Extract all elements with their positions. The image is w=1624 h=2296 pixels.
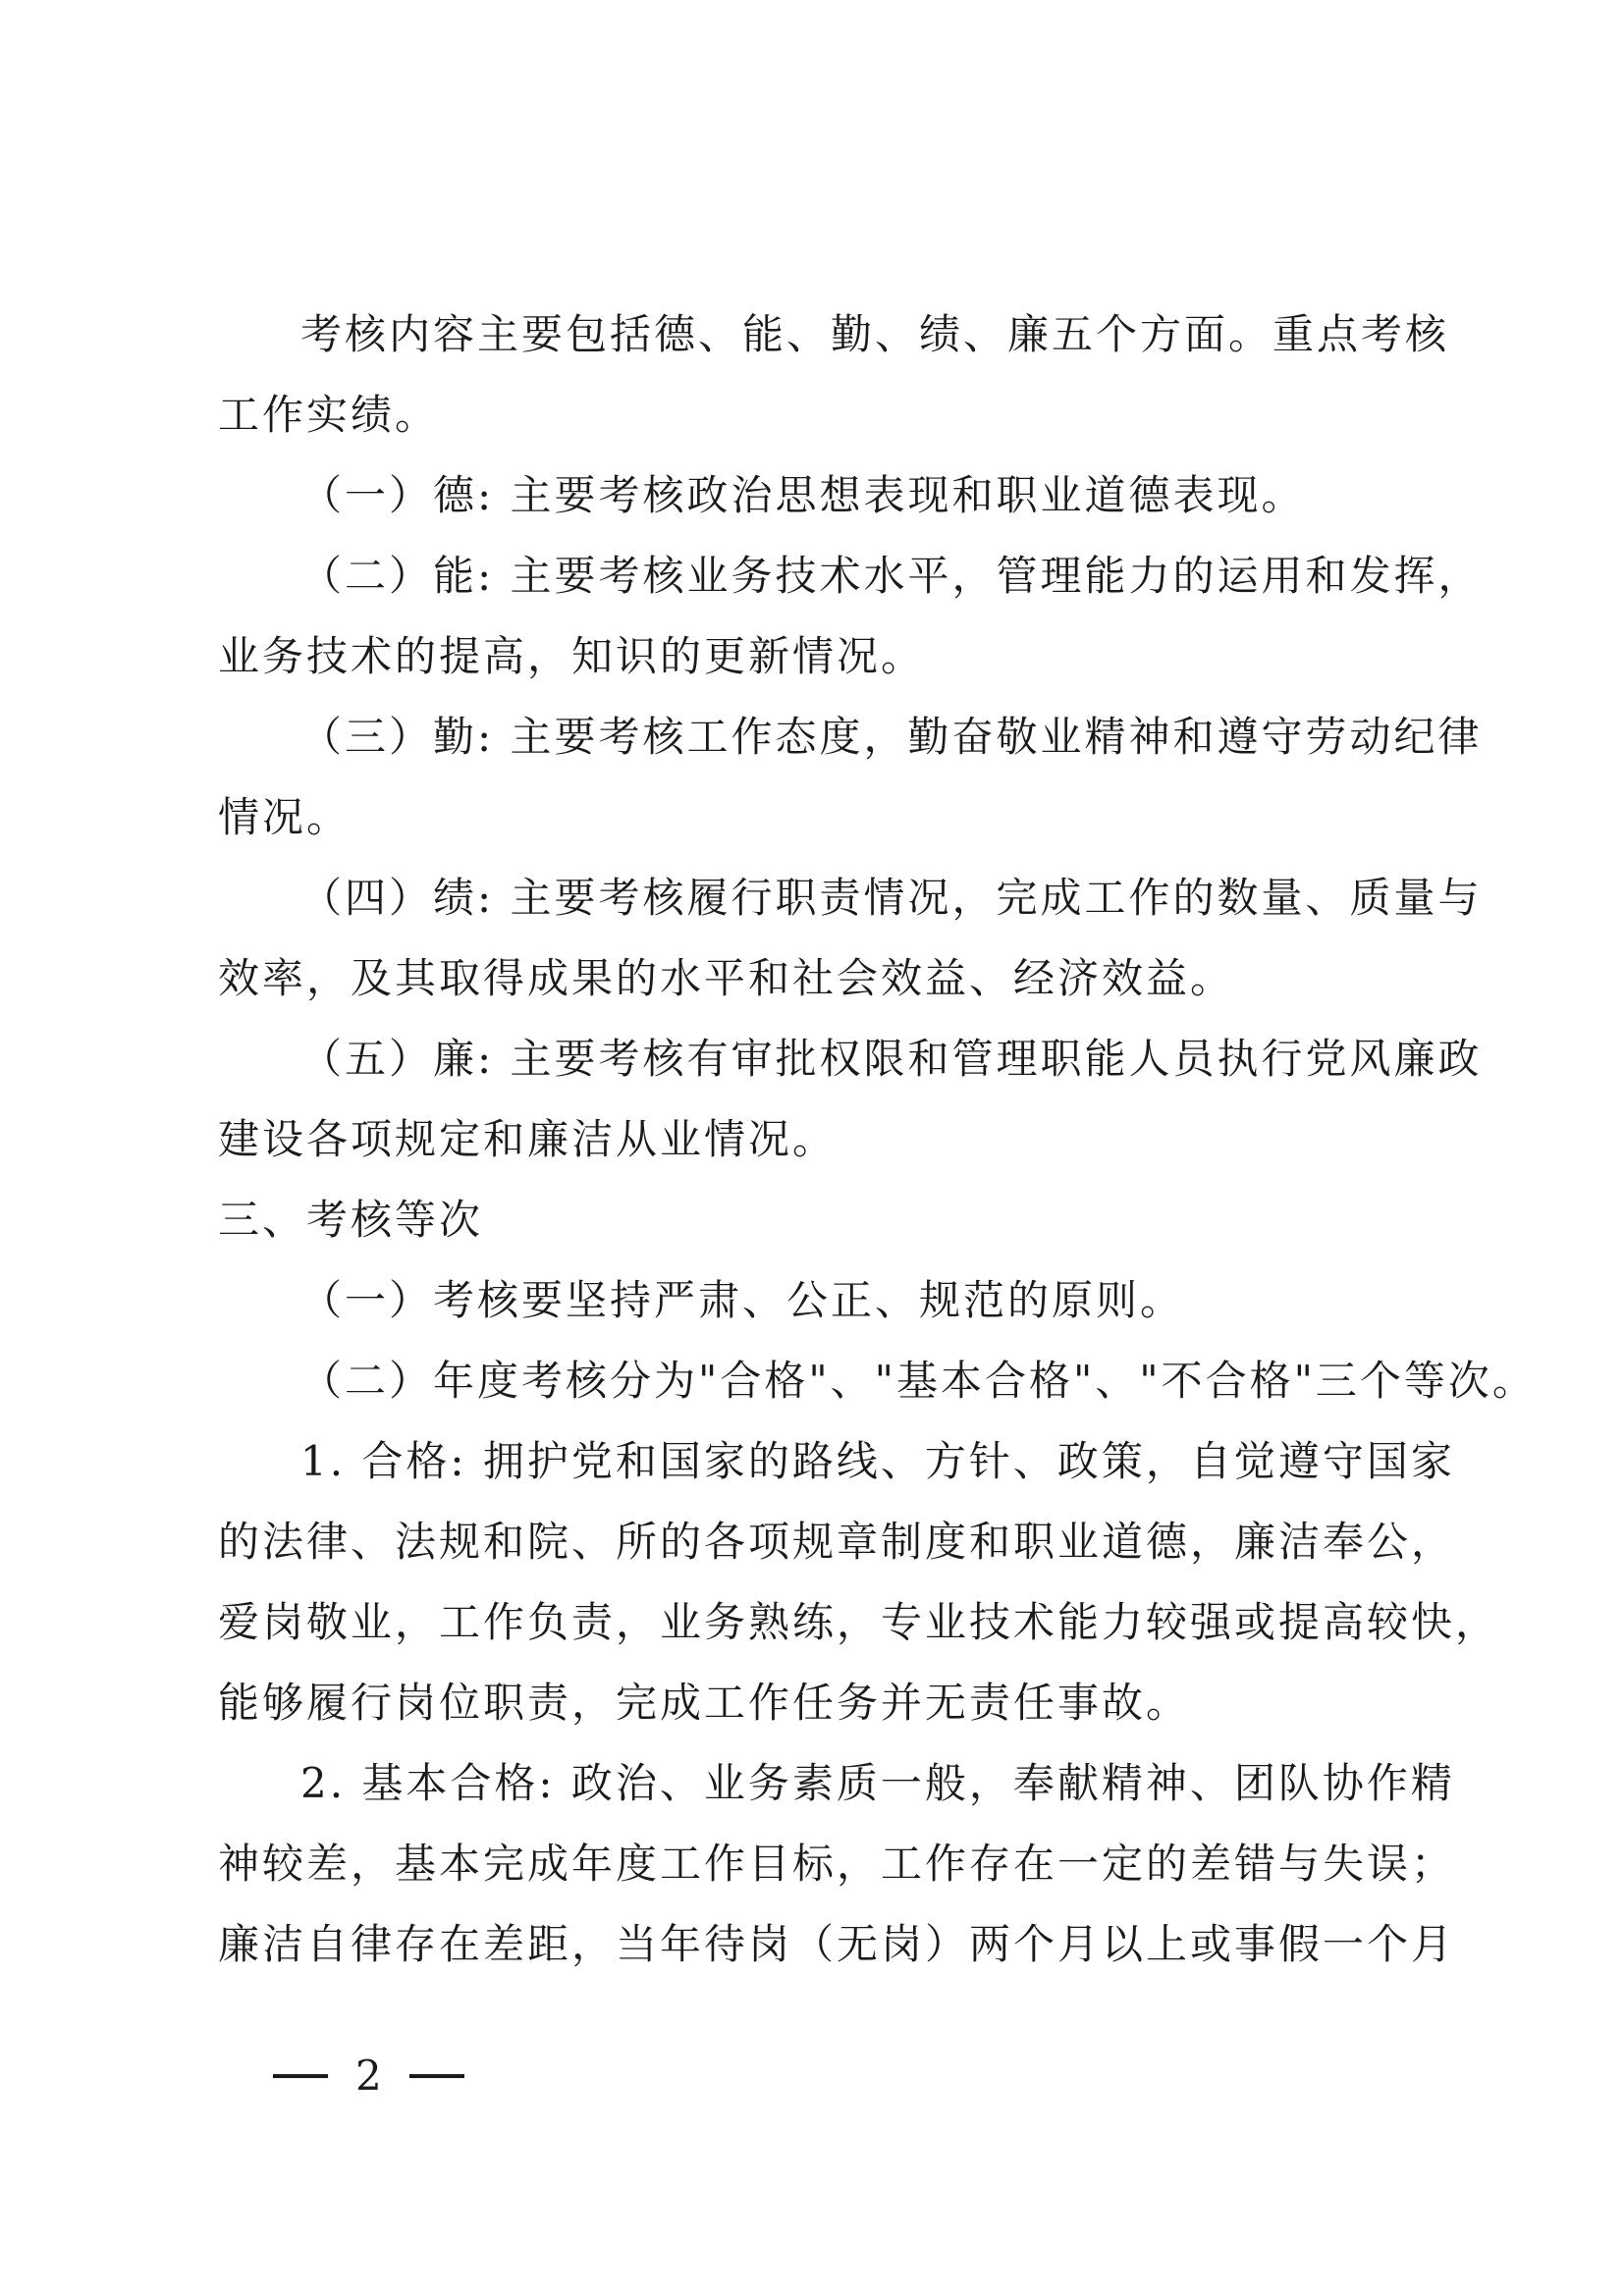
paragraph-line: （一）考核要坚持严肃、公正、规范的原则。 <box>300 1276 1185 1324</box>
paragraph-line: 效率，及其取得成果的水平和社会效益、经济效益。 <box>218 954 1235 1002</box>
paragraph-line: （二）能: 主要考核业务技术水平，管理能力的运用和发挥， <box>300 552 1483 600</box>
document-body <box>218 294 1537 1985</box>
paragraph-line: 爱岗敬业，工作负责，业务熟练，专业技术能力较强或提高较快， <box>218 1598 1500 1646</box>
paragraph-line: 神较差，基本完成年度工作目标，工作存在一定的差错与失误； <box>218 1840 1456 1888</box>
paragraph-line: 能够履行岗位职责，完成工作任务并无责任事故。 <box>218 1679 1191 1727</box>
paragraph-line: （五）廉: 主要考核有审批权限和管理职能人员执行党风廉政 <box>300 1035 1483 1083</box>
paragraph-line: 工作实绩。 <box>218 391 440 439</box>
footer-dash-left <box>273 2074 328 2078</box>
page-footer <box>273 2044 464 2106</box>
paragraph-line: 业务技术的提高，知识的更新情况。 <box>218 632 926 680</box>
paragraph-line: （三）勤: 主要考核工作态度，勤奋敬业精神和遵守劳动纪律 <box>300 713 1483 761</box>
paragraph-line: 情况。 <box>218 793 352 841</box>
paragraph-line: 廉洁自律存在差距，当年待岗（无岗）两个月以上或事假一个月 <box>218 1920 1456 1968</box>
paragraph-line: （一）德: 主要考核政治思想表现和职业道德表现。 <box>300 471 1306 519</box>
page-number: 2 <box>355 2052 382 2100</box>
paragraph-line: 2. 基本合格: 政治、业务素质一般，奉献精神、团队协作精 <box>300 1759 1455 1807</box>
paragraph-line: （四）绩: 主要考核履行职责情况，完成工作的数量、质量与 <box>300 874 1483 922</box>
section-heading: 三、考核等次 <box>218 1196 484 1244</box>
paragraph-line: 的法律、法规和院、所的各项规章制度和职业道德，廉洁奉公， <box>218 1518 1456 1566</box>
footer-dash-right <box>409 2074 464 2078</box>
paragraph-line: （二）年度考核分为"合格"、"基本合格"、"不合格"三个等次。 <box>300 1357 1537 1405</box>
paragraph-line: 1. 合格: 拥护党和国家的路线、方针、政策，自觉遵守国家 <box>300 1437 1455 1485</box>
paragraph-line: 考核内容主要包括德、能、勤、绩、廉五个方面。重点考核 <box>300 310 1450 358</box>
paragraph-line: 建设各项规定和廉洁从业情况。 <box>218 1115 838 1163</box>
